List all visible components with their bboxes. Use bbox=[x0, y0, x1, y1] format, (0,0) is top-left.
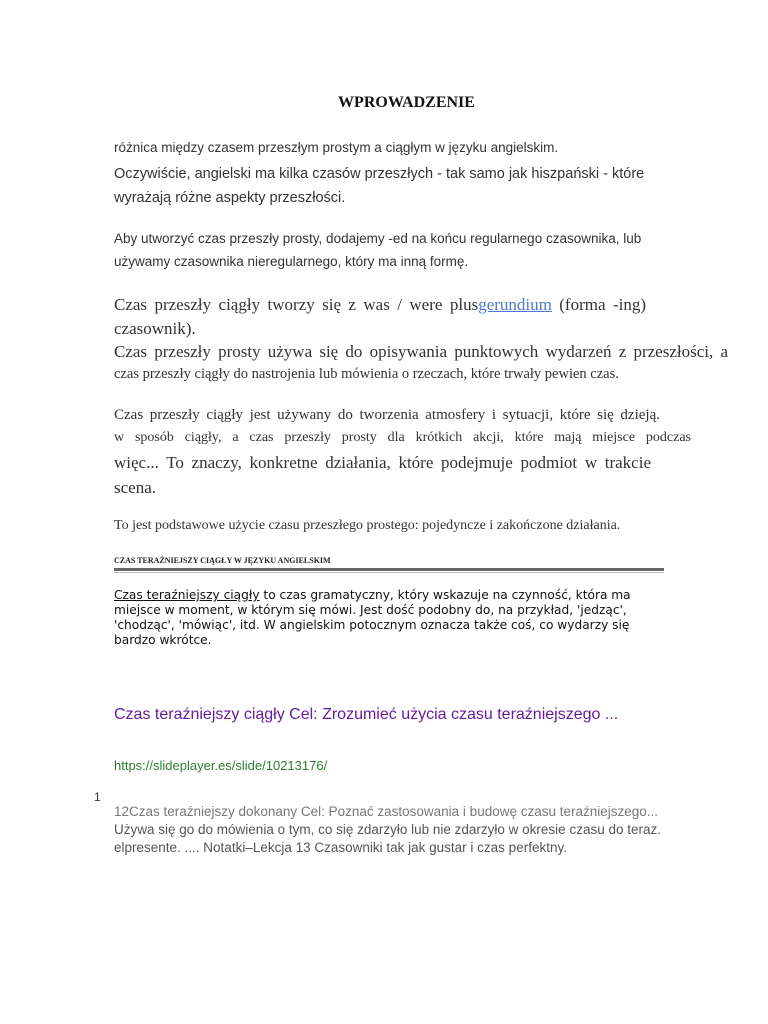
section-subheading: CZAS TERAŹNIEJSZY CIĄGŁY W JĘZYKU ANGIELSKIM bbox=[114, 556, 331, 565]
formation-line-2: czasownik). bbox=[114, 319, 196, 338]
past-simple-formation-paragraph: Aby utworzyć czas przeszły prosty, dodajemy -ed na końcu regularnego czasownika, lub używamy czasownika nieregularnego, który ma inną formę. bbox=[114, 231, 642, 269]
formation-text: Czas przeszły ciągły tworzy się z was / were plus bbox=[114, 295, 479, 314]
intro-paragraph: Oczywiście, angielski ma kilka czasów przeszłych - tak samo jak hiszpański - które wyrażają różne aspekty przeszłości. bbox=[114, 166, 645, 206]
past-continuous-usage-line: czas przeszły ciągły do nastrojenia lub mówienia o rzeczach, które trwały pewien czas. bbox=[114, 366, 619, 382]
past-continuous-formation-line bbox=[114, 295, 646, 315]
document-title: WPROWADZENIE bbox=[338, 94, 475, 111]
section-divider-shadow bbox=[114, 572, 664, 573]
search-result-url[interactable]: https://slideplayer.es/slide/10213176/ bbox=[114, 758, 328, 773]
page-number: 1 bbox=[94, 790, 101, 804]
search-result-title-link[interactable]: Czas teraźniejszy ciągły Cel: Zrozumieć użycia czasu teraźniejszego ... bbox=[114, 706, 619, 723]
section-divider bbox=[114, 568, 664, 571]
definition-term: Czas teraźniejszy ciągły bbox=[114, 588, 260, 602]
present-continuous-definition bbox=[114, 588, 674, 648]
search-result-2-snippet: Używa się go do mówienia o tym, co się zdarzyło lub nie zdarzyło w okresie czasu do teraz. elpresente. .... Notatki–Lekcja 13 Czasowniki tak jak gustar i czas perfektny. bbox=[114, 822, 661, 855]
atmosphere-line-4: scena. bbox=[114, 478, 157, 497]
formation-text-end: (forma -ing) bbox=[551, 295, 646, 314]
definition-text: to czas gramatyczny, który wskazuje na czynność, która ma miejsce w moment, w którym się mówi. Jest dość podobny do, na przykład, 'jedząc', 'chodząc', 'mówiąc', itd. W angielskim potocznym oznacza także coś, co wydarzy się bardzo wkrótce. bbox=[114, 588, 631, 647]
atmosphere-line-2: w sposób ciągły, a czas przeszły prosty dla krótkich akcji, które mają miejsce podczas bbox=[114, 430, 691, 445]
search-result-2-title: 12Czas teraźniejszy dokonany Cel: Poznać zastosowania i budowę czasu teraźniejszego... bbox=[114, 804, 659, 819]
intro-line: różnica między czasem przeszłym prostym a ciągłym w języku angielskim. bbox=[114, 140, 559, 155]
past-simple-usage-line: Czas przeszły prosty używa się do opisywania punktowych wydarzeń z przeszłości, a bbox=[114, 342, 728, 361]
atmosphere-line-1: Czas przeszły ciągły jest używany do tworzenia atmosfery i sytuacji, które się dzieją. bbox=[114, 407, 660, 423]
basic-usage-line: To jest podstawowe użycie czasu przeszłego prostego: pojedyncze i zakończone działania. bbox=[114, 518, 621, 533]
gerund-link[interactable]: gerundium bbox=[478, 295, 552, 314]
atmosphere-line-3: więc... To znaczy, konkretne działania, które podejmuje podmiot w trakcie bbox=[114, 453, 651, 472]
